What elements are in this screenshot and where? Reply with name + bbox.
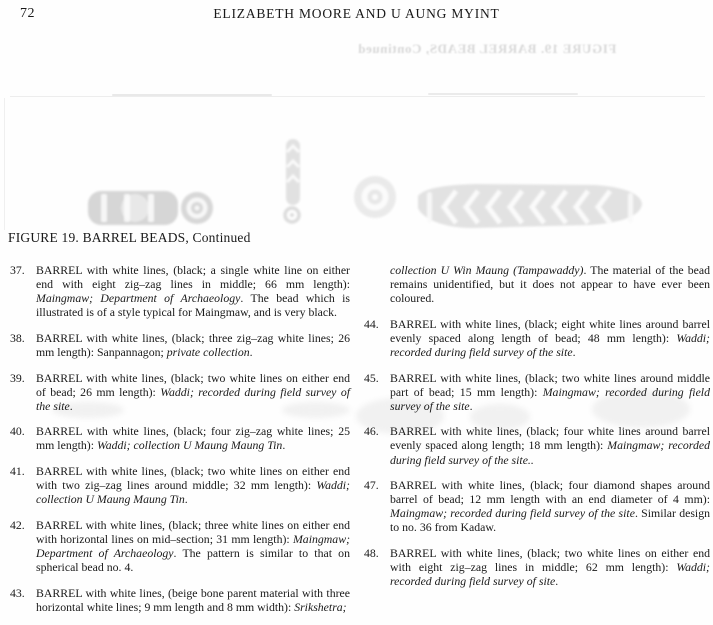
entry-number: 40. <box>10 424 25 439</box>
entry-number: 42. <box>10 517 25 532</box>
entry-text: BARREL with white lines, (black; three zig–zag white lines; 26 mm length): Sanpannagon; private collection. <box>36 330 350 359</box>
catalog-entry <box>10 464 350 506</box>
page-number: 72 <box>20 6 35 21</box>
barrel-bead-zigzag-image <box>418 184 642 228</box>
catalog-entry <box>364 546 710 588</box>
thin-bead-fragment-image <box>285 139 300 222</box>
catalog-entry <box>364 317 710 359</box>
entry-text: BARREL with white lines, (black; two white lines around middle part of bead; 15 mm length): Maingmaw; recorded during field survey of the site. <box>390 370 710 413</box>
catalog-entry <box>10 371 350 413</box>
entry-text: BARREL with white lines, (black; three white lines on either end with horizontal lines on mid–section; 31 mm length): Maingmaw; Department of Archaeology. The pattern is similar to that on spherical bead no. 4. <box>36 517 350 575</box>
running-head: ELIZABETH MOORE AND U AUNG MYINT <box>213 6 500 21</box>
entry-number: 47. <box>364 478 379 493</box>
entry-number: 41. <box>10 464 25 479</box>
ghost-showthrough-text: FIGURE 19. BARREL BEADS, Continued <box>357 41 617 56</box>
catalog-column-right <box>364 263 710 600</box>
eye-bead-large-image <box>354 176 396 218</box>
entry-number: 46. <box>364 424 379 439</box>
catalog-entry <box>364 478 710 534</box>
entry-text: BARREL with white lines, (black; two white lines on either end with eight zig–zag lines in middle; 62 mm length): Waddi; recorded during field survey of site. <box>390 546 710 589</box>
catalog-entry <box>364 371 710 413</box>
entry-text: BARREL with white lines, (black; four zig–zag white lines; 25 mm length): Waddi; collection U Maung Maung Tin. <box>36 424 350 453</box>
catalog-column-left <box>10 263 350 625</box>
entry-text: BARREL with white lines, (black; eight white lines around barrel evenly spaced along length of bead; 48 mm length): Waddi; recorded during field survey of the site. <box>390 316 710 359</box>
catalog-entry <box>10 263 350 319</box>
entry-number: 39. <box>10 370 25 385</box>
entry-number <box>364 263 390 305</box>
entry-text: BARREL with white lines, (black; two white lines on either end of bead; 26 mm length): Waddi; recorded during field survey of the site. <box>36 370 350 413</box>
entry-text: BARREL with white lines, (black; a single white line on either end with eight zig–zag lines in middle; 66 mm length): Maingmaw; Department of Archaeology. The bead which is illustrated is of a style typical for Maingmaw, and is very black. <box>36 263 351 320</box>
entry-text: collection U Win Maung (Tampawaddy). The material of the bead remains unidentified, but it does not appear to have ever been coloured. <box>390 263 711 306</box>
catalog-entry <box>364 424 710 466</box>
figure-caption: FIGURE 19. BARREL BEADS, Continued <box>8 230 251 245</box>
catalog-entry <box>10 518 350 574</box>
catalog-entry <box>10 424 350 452</box>
entry-text: BARREL with white lines, (black; two white lines on either end with two zig–zag lines around middle; 32 mm length): Waddi; collection U Maung Maung Tin. <box>36 464 350 507</box>
entry-number: 43. <box>10 585 25 600</box>
eye-bead-small-image <box>181 192 213 224</box>
catalog-entry <box>364 263 710 305</box>
entry-number: 38. <box>10 330 25 345</box>
entry-number: 44. <box>364 316 379 331</box>
entry-number: 48. <box>364 546 379 560</box>
entry-number: 45. <box>364 370 379 385</box>
entry-number: 37. <box>10 263 25 277</box>
figure-photo-plate <box>0 90 713 240</box>
entry-text: BARREL with white lines, (black; four diamond shapes around barrel of bead; 12 mm length with an end diameter of 4 mm): Maingmaw; recorded during field survey of the site. Similar design to no. 36 from Kadaw. <box>390 478 710 535</box>
entry-text: BARREL with white lines, (beige bone parent material with three horizontal white lines; 9 mm length and 8 mm width): Srikshetra; <box>36 585 350 614</box>
entry-text: BARREL with white lines, (black; four white lines around barrel evenly spaced along length; 18 mm length): Maingmaw; recorded during field survey of the site.. <box>390 424 710 467</box>
catalog-entry <box>10 331 350 359</box>
barrel-bead-vertical-lines-image <box>88 191 178 225</box>
